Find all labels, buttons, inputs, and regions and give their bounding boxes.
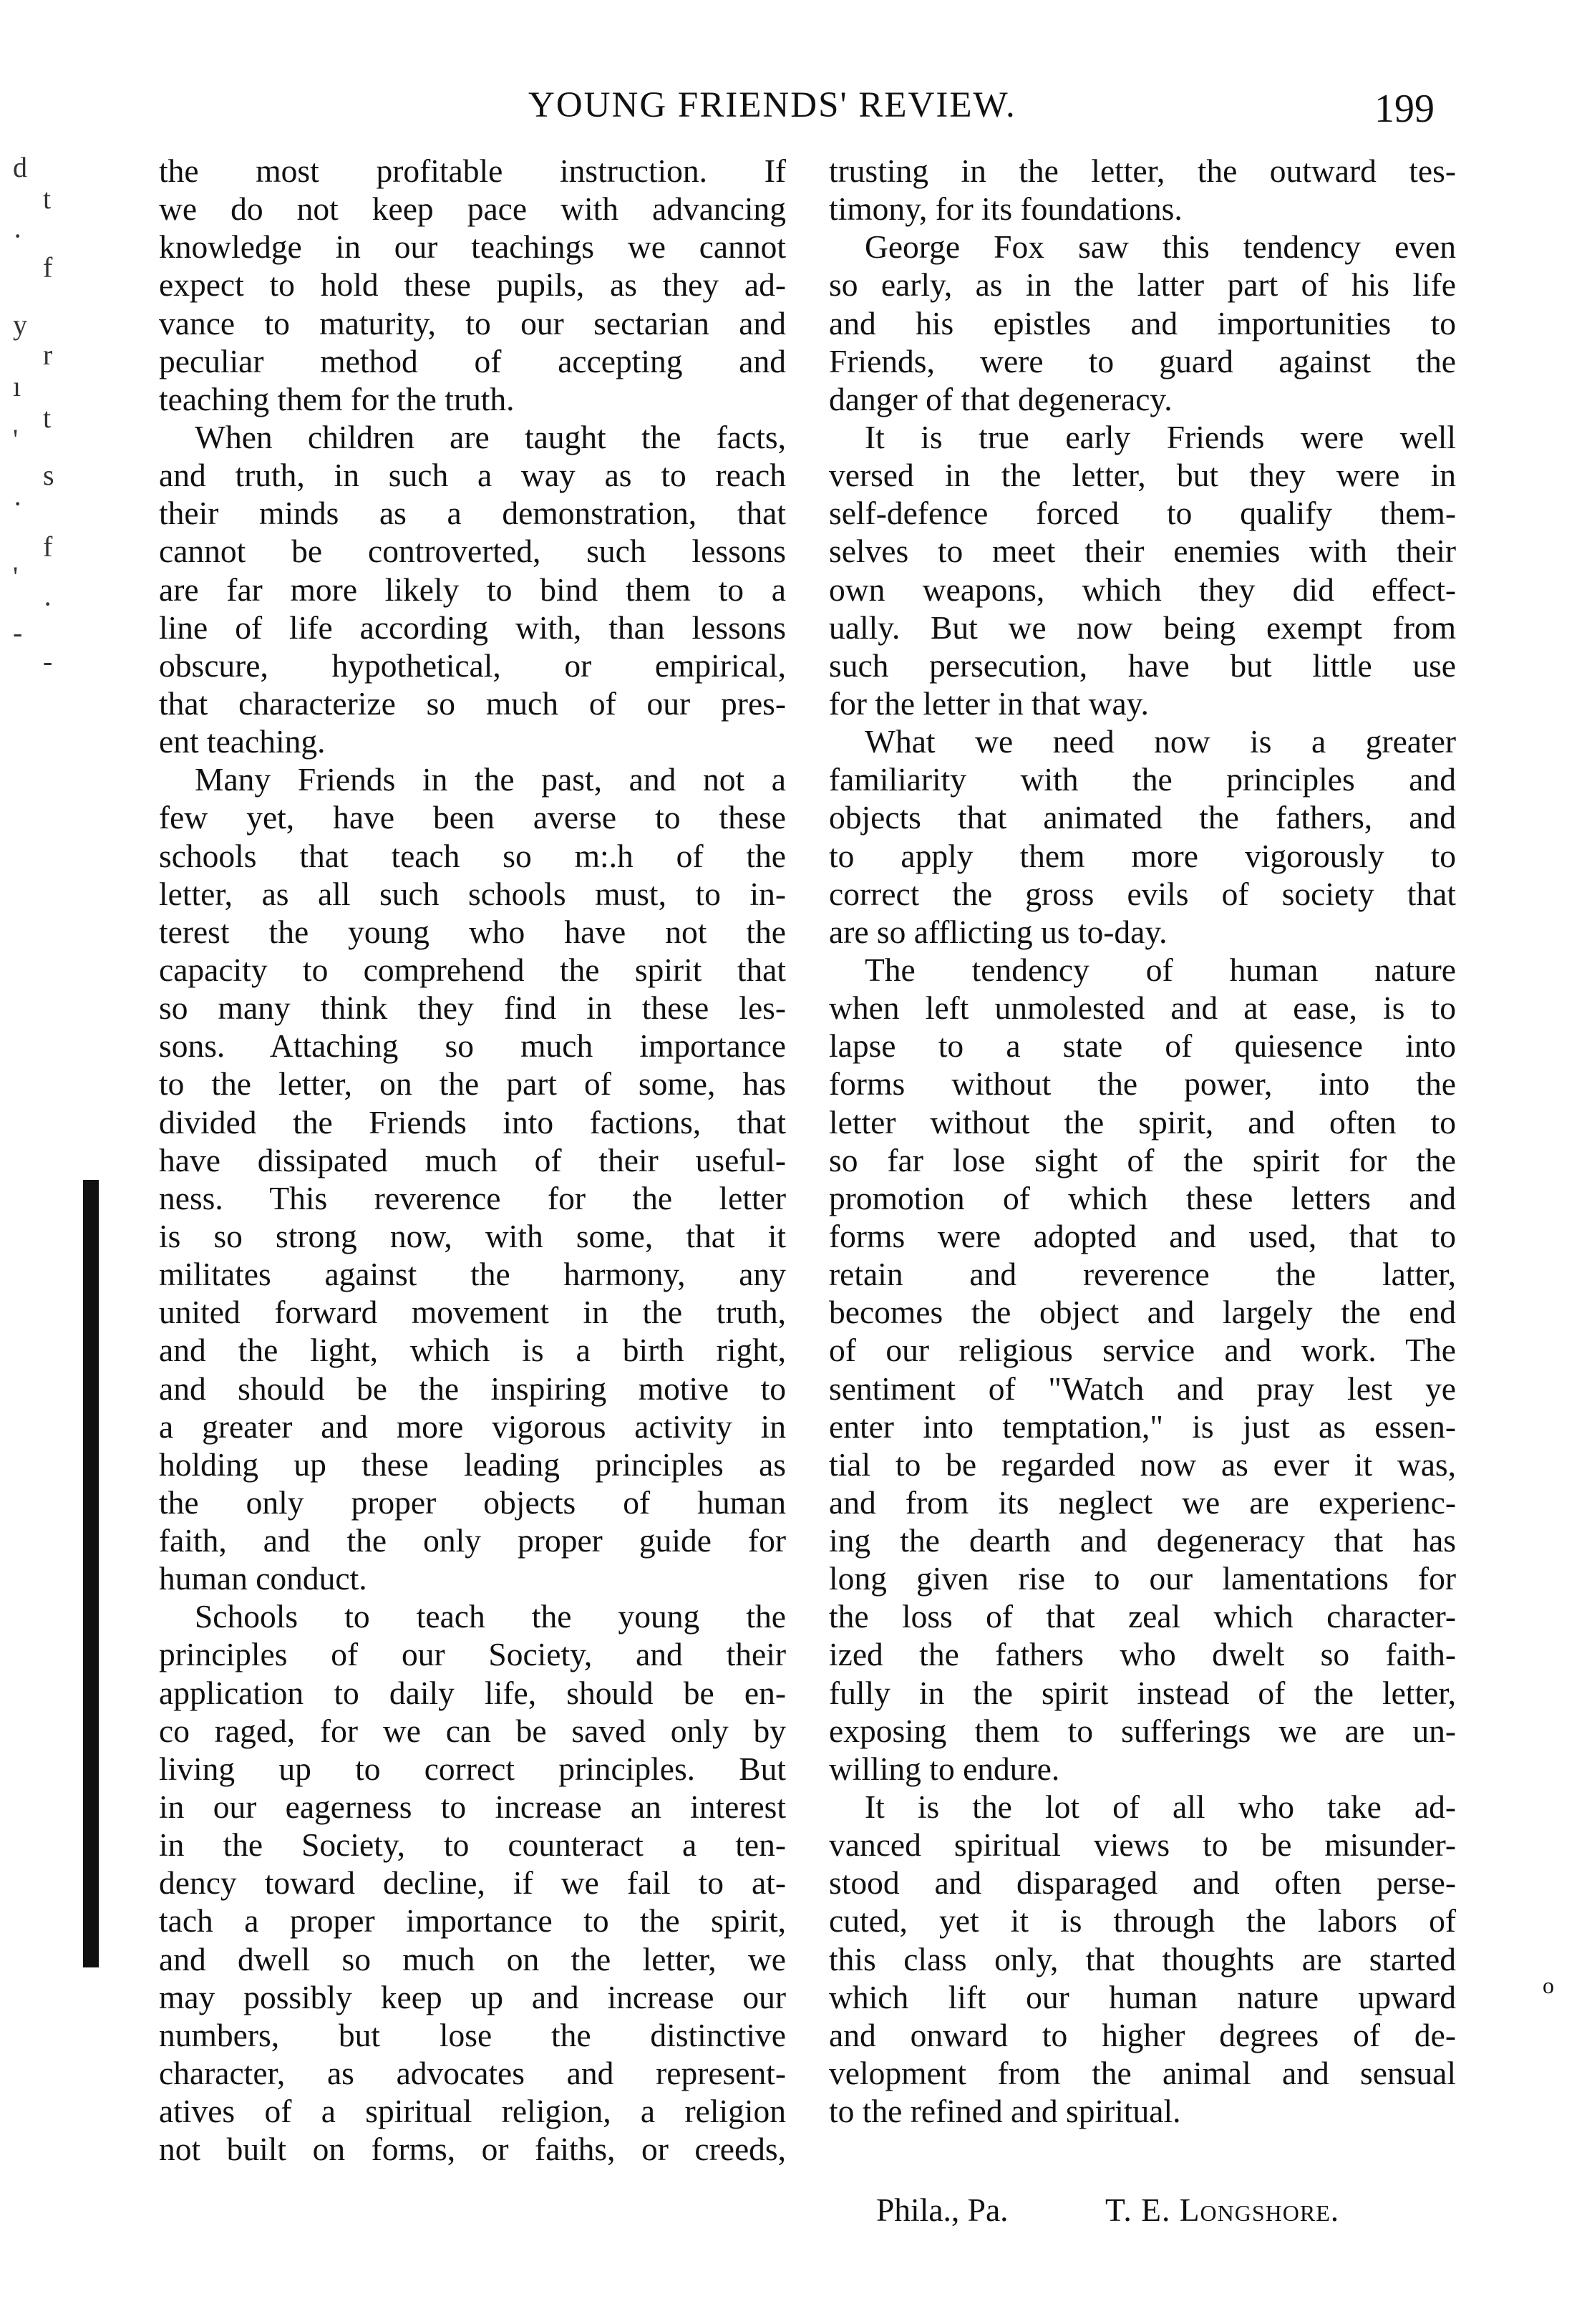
signature-line <box>876 2191 1449 2230</box>
text-line: are far more likely to bind them to a <box>159 571 786 608</box>
text-line: and onward to higher degrees of de- <box>829 2016 1456 2053</box>
text-line: cannot be controverted, such lessons <box>159 533 786 570</box>
text-line: holding up these leading principles as <box>159 1446 786 1483</box>
text-line: letter, as all such schools must, to in- <box>159 875 786 912</box>
text-line: human conduct. <box>159 1560 367 1597</box>
text-line: promotion of which these letters and <box>829 1179 1456 1216</box>
text-line: and dwell so much on the letter, we <box>159 1940 786 1977</box>
text-line: willing to endure. <box>829 1750 1060 1787</box>
text-line: dency toward decline, if we fail to at- <box>159 1864 786 1902</box>
text-line: letter without the spirit, and often to <box>829 1103 1456 1141</box>
text-line: enter into temptation," is just as essen- <box>829 1408 1456 1445</box>
text-line: not built on forms, or faiths, or creeds, <box>159 2131 786 2168</box>
bleed-letter: · <box>43 588 53 620</box>
bleed-letter: ' <box>13 423 19 455</box>
text-line: atives of a spiritual religion, a religion <box>159 2093 786 2130</box>
bleed-letter: - <box>13 616 23 649</box>
bleed-letter: t <box>43 183 52 215</box>
text-line: cuted, yet it is through the labors of <box>829 1902 1456 1940</box>
text-line: we do not keep pace with advancing <box>159 190 786 228</box>
bleed-letter: f <box>43 531 53 563</box>
text-line: vanced spiritual views to be misunder- <box>829 1826 1456 1864</box>
text-line: so many think they find in these les- <box>159 989 786 1027</box>
margin-speck: o <box>1543 1972 1554 1998</box>
text-line: When children are taught the facts, <box>195 418 786 455</box>
text-line: and should be the inspiring motive to <box>159 1370 786 1407</box>
text-line: in our eagerness to increase an interest <box>159 1788 786 1826</box>
text-line: forms without the power, into the <box>829 1065 1456 1103</box>
text-line: few yet, have been averse to these <box>159 799 786 836</box>
text-line: expect to hold these pupils, as they ad- <box>159 266 786 304</box>
text-line: that characterize so much of our pres- <box>159 684 786 722</box>
text-line: trusting in the letter, the outward tes- <box>829 152 1456 189</box>
text-line: capacity to comprehend the spirit that <box>159 951 786 988</box>
text-line: character, as advocates and represent- <box>159 2055 786 2092</box>
text-line: numbers, but lose the distinctive <box>159 2016 786 2053</box>
text-line: velopment from the animal and sensual <box>829 2055 1456 2092</box>
text-line: are so afflicting us to-day. <box>829 913 1168 950</box>
bleed-letter: f <box>43 251 53 284</box>
text-line: such persecution, have but little use <box>829 647 1456 684</box>
text-line: ent teaching. <box>159 723 326 760</box>
text-line: peculiar method of accepting and <box>159 342 786 379</box>
text-line: their minds as a demonstration, that <box>159 495 786 532</box>
bleed-letter: t <box>43 402 52 434</box>
text-line: militates against the harmony, any <box>159 1256 786 1293</box>
text-line: ing the dearth and degeneracy that has <box>829 1522 1456 1559</box>
text-line: and his epistles and importunities to <box>829 304 1456 342</box>
text-line: is so strong now, with some, that it <box>159 1217 786 1254</box>
text-line: Many Friends in the past, and not a <box>195 761 786 798</box>
text-line: The tendency of human nature <box>865 951 1456 988</box>
text-line: united forward movement in the truth, <box>159 1294 786 1331</box>
text-line: fully in the spirit instead of the letter, <box>829 1674 1456 1711</box>
signature-place: Phila., Pa. <box>876 2192 1009 2228</box>
text-line: the only proper objects of human <box>159 1483 786 1521</box>
bleed-letter: d <box>13 151 27 183</box>
right-column <box>829 152 1456 2130</box>
page-number: 199 <box>1374 87 1435 131</box>
text-line: and truth, in such a way as to reach <box>159 457 786 494</box>
text-line: so early, as in the latter part of his life <box>829 266 1456 304</box>
text-line: correct the gross evils of society that <box>829 875 1456 912</box>
signature-author: T. E. Longshore. <box>1105 2192 1340 2228</box>
text-line: to the refined and spiritual. <box>829 2093 1181 2130</box>
text-line: for the letter in that way. <box>829 684 1149 722</box>
text-line: sentiment of "Watch and pray lest ye <box>829 1370 1456 1407</box>
text-line: the loss of that zeal which character- <box>829 1598 1456 1635</box>
text-line: living up to correct principles. But <box>159 1750 786 1787</box>
text-line: self-defence forced to qualify them- <box>829 495 1456 532</box>
left-column <box>159 152 786 2168</box>
text-line: when left unmolested and at ease, is to <box>829 989 1456 1027</box>
text-line: It is true early Friends were well <box>865 418 1456 455</box>
text-line: divided the Friends into factions, that <box>159 1103 786 1141</box>
text-line: Friends, were to guard against the <box>829 342 1456 379</box>
margin-bleed-through <box>0 150 79 795</box>
text-line: long given rise to our lamentations for <box>829 1560 1456 1597</box>
journal-title: YOUNG FRIENDS' REVIEW. <box>528 85 1016 125</box>
bleed-letter: s <box>43 459 54 491</box>
text-line: selves to meet their enemies with their <box>829 533 1456 570</box>
text-line: schools that teach so m:.h of the <box>159 837 786 874</box>
text-line: timony, for its foundations. <box>829 190 1183 228</box>
text-line: obscure, hypothetical, or empirical, <box>159 647 786 684</box>
text-line: tach a proper importance to the spirit, <box>159 1902 786 1940</box>
text-line: line of life according with, than lessons <box>159 609 786 646</box>
text-line: objects that animated the fathers, and <box>829 799 1456 836</box>
text-line: terest the young who have not the <box>159 913 786 950</box>
bleed-letter: · <box>13 220 23 252</box>
text-line: What we need now is a greater <box>865 723 1456 760</box>
text-line: teaching them for the truth. <box>159 380 515 417</box>
text-line: this class only, that thoughts are started <box>829 1940 1456 1977</box>
text-line: sons. Attaching so much importance <box>159 1027 786 1065</box>
text-line: lapse to a state of quiesence into <box>829 1027 1456 1065</box>
bleed-letter: r <box>43 339 53 371</box>
text-line: ually. But we now being exempt from <box>829 609 1456 646</box>
text-line: principles of our Society, and their <box>159 1636 786 1673</box>
text-line: the most profitable instruction. If <box>159 152 786 189</box>
text-line: and from its neglect we are experienc- <box>829 1483 1456 1521</box>
text-line: stood and disparaged and often perse- <box>829 1864 1456 1902</box>
text-line: to the letter, on the part of some, has <box>159 1065 786 1103</box>
margin-scan-bar <box>83 1180 99 1967</box>
text-line: exposing them to sufferings we are un- <box>829 1712 1456 1749</box>
bleed-letter: y <box>13 309 27 341</box>
text-line: of our religious service and work. The <box>829 1332 1456 1369</box>
text-line: which lift our human nature upward <box>829 1978 1456 2015</box>
text-line: It is the lot of all who take ad- <box>865 1788 1456 1826</box>
text-line: versed in the letter, but they were in <box>829 457 1456 494</box>
bleed-letter: - <box>43 645 53 677</box>
text-line: to apply them more vigorously to <box>829 837 1456 874</box>
text-line: becomes the object and largely the end <box>829 1294 1456 1331</box>
text-line: tial to be regarded now as ever it was, <box>829 1446 1456 1483</box>
text-line: ness. This reverence for the letter <box>159 1179 786 1216</box>
text-line: own weapons, which they did effect- <box>829 571 1456 608</box>
text-line: application to daily life, should be en- <box>159 1674 786 1711</box>
text-line: vance to maturity, to our sectarian and <box>159 304 786 342</box>
text-line: ized the fathers who dwelt so faith- <box>829 1636 1456 1673</box>
text-line: retain and reverence the latter, <box>829 1256 1456 1293</box>
text-line: Schools to teach the young the <box>195 1598 786 1635</box>
text-line: danger of that degeneracy. <box>829 380 1173 417</box>
running-header <box>0 84 1587 142</box>
text-line: forms were adopted and used, that to <box>829 1217 1456 1254</box>
text-line: faith, and the only proper guide for <box>159 1522 786 1559</box>
text-line: knowledge in our teachings we cannot <box>159 228 786 266</box>
bleed-letter: ı <box>13 370 21 402</box>
text-line: so far lose sight of the spirit for the <box>829 1141 1456 1178</box>
bleed-letter: ' <box>13 561 19 593</box>
text-line: a greater and more vigorous activity in <box>159 1408 786 1445</box>
text-line: George Fox saw this tendency even <box>865 228 1456 266</box>
text-line: have dissipated much of their useful- <box>159 1141 786 1178</box>
text-line: co raged, for we can be saved only by <box>159 1712 786 1749</box>
text-line: in the Society, to counteract a ten- <box>159 1826 786 1864</box>
text-line: and the light, which is a birth right, <box>159 1332 786 1369</box>
text-line: familiarity with the principles and <box>829 761 1456 798</box>
text-line: may possibly keep up and increase our <box>159 1978 786 2015</box>
bleed-letter: · <box>13 488 23 520</box>
